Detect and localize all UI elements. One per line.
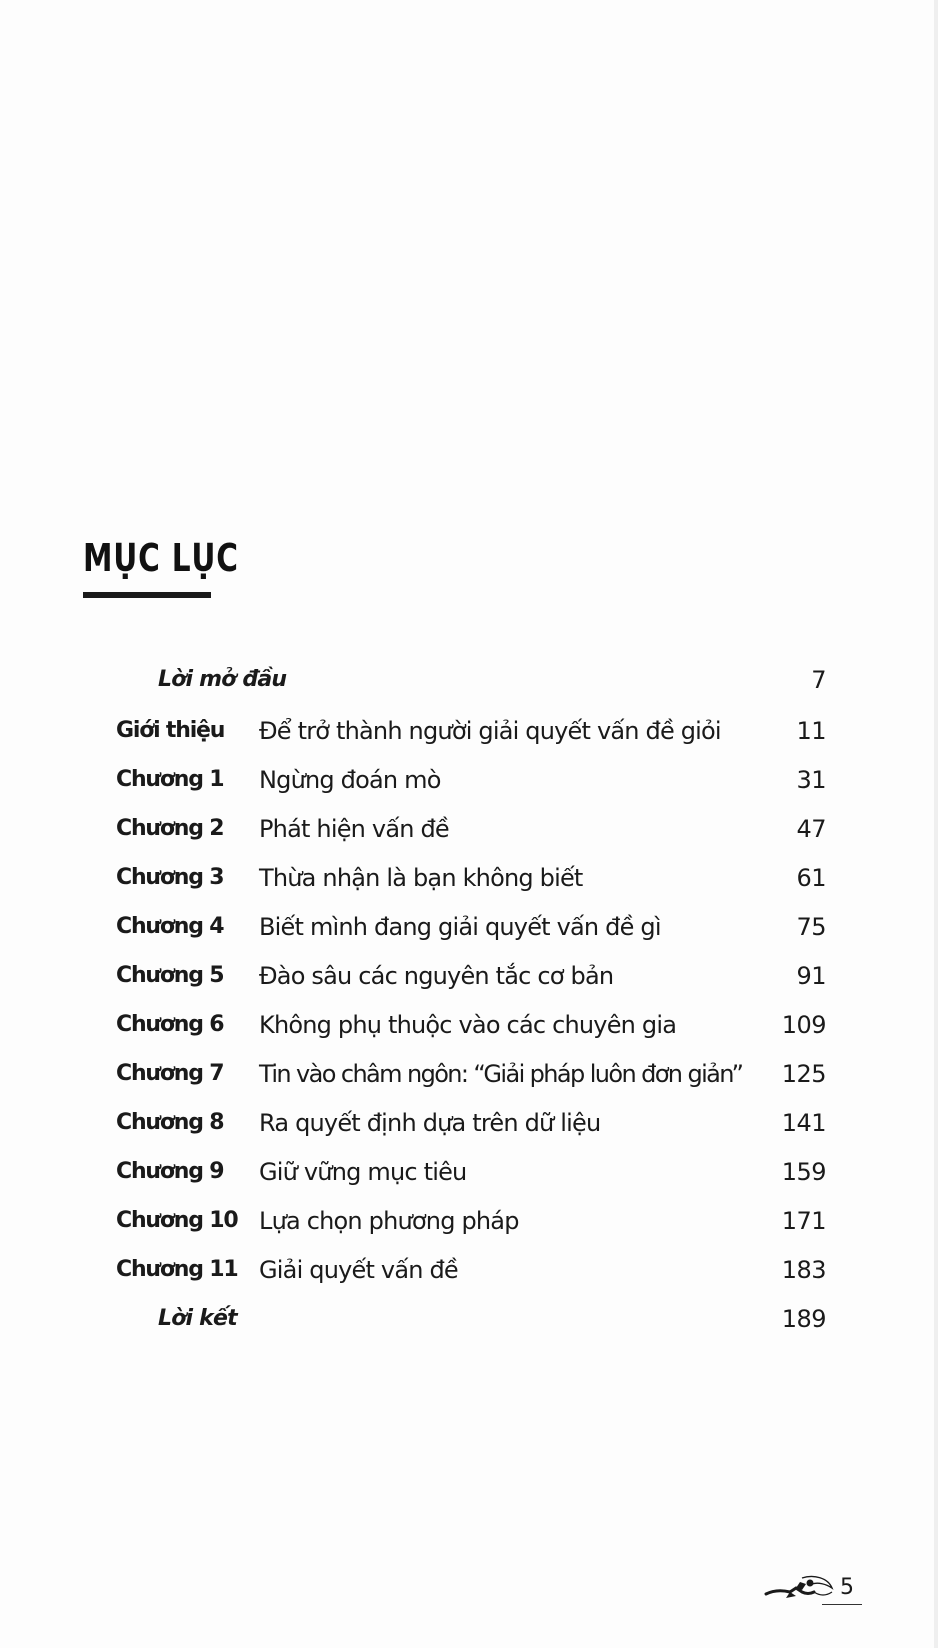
toc-entry-introduction[interactable] — [0, 711, 938, 751]
toc-entry-label: Chương 3 — [116, 865, 224, 890]
toc-entry-page: 75 — [796, 913, 826, 941]
toc-entry-page: 125 — [781, 1060, 826, 1088]
toc-entry-page: 7 — [811, 666, 826, 694]
toc-entry-page: 11 — [796, 717, 826, 745]
toc-entry-title: Không phụ thuộc vào các chuyên gia — [259, 1011, 677, 1039]
toc-entry-title: Thừa nhận là bạn không biết — [259, 864, 583, 892]
toc-entry-chapter-5[interactable] — [0, 956, 938, 996]
toc-entry-chapter-4[interactable] — [0, 907, 938, 947]
toc-entry-page: 141 — [781, 1109, 826, 1137]
toc-entry-label: Chương 1 — [116, 767, 224, 792]
toc-entry-title: Ra quyết định dựa trên dữ liệu — [259, 1109, 601, 1137]
toc-entry-page: 183 — [781, 1256, 826, 1284]
toc-entry-chapter-2[interactable] — [0, 809, 938, 849]
toc-entry-label: Chương 11 — [116, 1257, 238, 1282]
toc-entry-chapter-6[interactable] — [0, 1005, 938, 1045]
toc-entry-label: Chương 4 — [116, 914, 224, 939]
toc-entry-chapter-7[interactable] — [0, 1054, 938, 1094]
toc-entry-label: Lời kết — [158, 1306, 237, 1331]
toc-entry-page: 189 — [781, 1305, 826, 1333]
toc-entry-label: Lời mở đầu — [158, 667, 287, 692]
toc-entry-page: 109 — [781, 1011, 826, 1039]
toc-entry-page: 47 — [796, 815, 826, 843]
toc-entry-page: 159 — [781, 1158, 826, 1186]
page-number: 5 — [840, 1575, 854, 1600]
page-title: MỤC LỤC — [83, 536, 239, 580]
toc-entry-title: Giải quyết vấn đề — [259, 1256, 458, 1284]
toc-entry-title: Phát hiện vấn đề — [259, 815, 449, 843]
diving-figure-icon — [762, 1574, 838, 1602]
toc-entry-label: Chương 6 — [116, 1012, 224, 1037]
toc-entry-label: Chương 10 — [116, 1208, 238, 1233]
toc-entry-label: Chương 5 — [116, 963, 224, 988]
toc-entry-chapter-3[interactable] — [0, 858, 938, 898]
toc-entry-title: Để trở thành người giải quyết vấn đề giỏi — [259, 717, 721, 745]
toc-entry-chapter-9[interactable] — [0, 1152, 938, 1192]
toc-entry-label: Chương 9 — [116, 1159, 224, 1184]
toc-entry-label: Chương 7 — [116, 1061, 224, 1086]
toc-entry-page: 171 — [781, 1207, 826, 1235]
toc-entry-chapter-1[interactable] — [0, 760, 938, 800]
toc-entry-epilogue[interactable] — [0, 1299, 938, 1339]
toc-entry-title: Biết mình đang giải quyết vấn đề gì — [259, 913, 661, 941]
toc-entry-title: Tin vào châm ngôn: “Giải pháp luôn đơn giản” — [259, 1060, 743, 1088]
toc-entry-label: Giới thiệu — [116, 718, 225, 743]
toc-entry-label: Chương 2 — [116, 816, 224, 841]
toc-entry-page: 61 — [796, 864, 826, 892]
toc-entry-title: Đào sâu các nguyên tắc cơ bản — [259, 962, 614, 990]
toc-entry-chapter-11[interactable] — [0, 1250, 938, 1290]
toc-entry-chapter-10[interactable] — [0, 1201, 938, 1241]
toc-entry-page: 31 — [796, 766, 826, 794]
toc-entry-page: 91 — [796, 962, 826, 990]
page-folio — [762, 1568, 862, 1608]
toc-entry-title: Ngừng đoán mò — [259, 766, 441, 794]
toc-entry-title: Lựa chọn phương pháp — [259, 1207, 519, 1235]
toc-entry-title: Giữ vững mục tiêu — [259, 1158, 467, 1186]
toc-entry-chapter-8[interactable] — [0, 1103, 938, 1143]
toc-entry-label: Chương 8 — [116, 1110, 224, 1135]
folio-underline — [822, 1604, 862, 1605]
toc-entry-preface[interactable] — [0, 660, 938, 700]
